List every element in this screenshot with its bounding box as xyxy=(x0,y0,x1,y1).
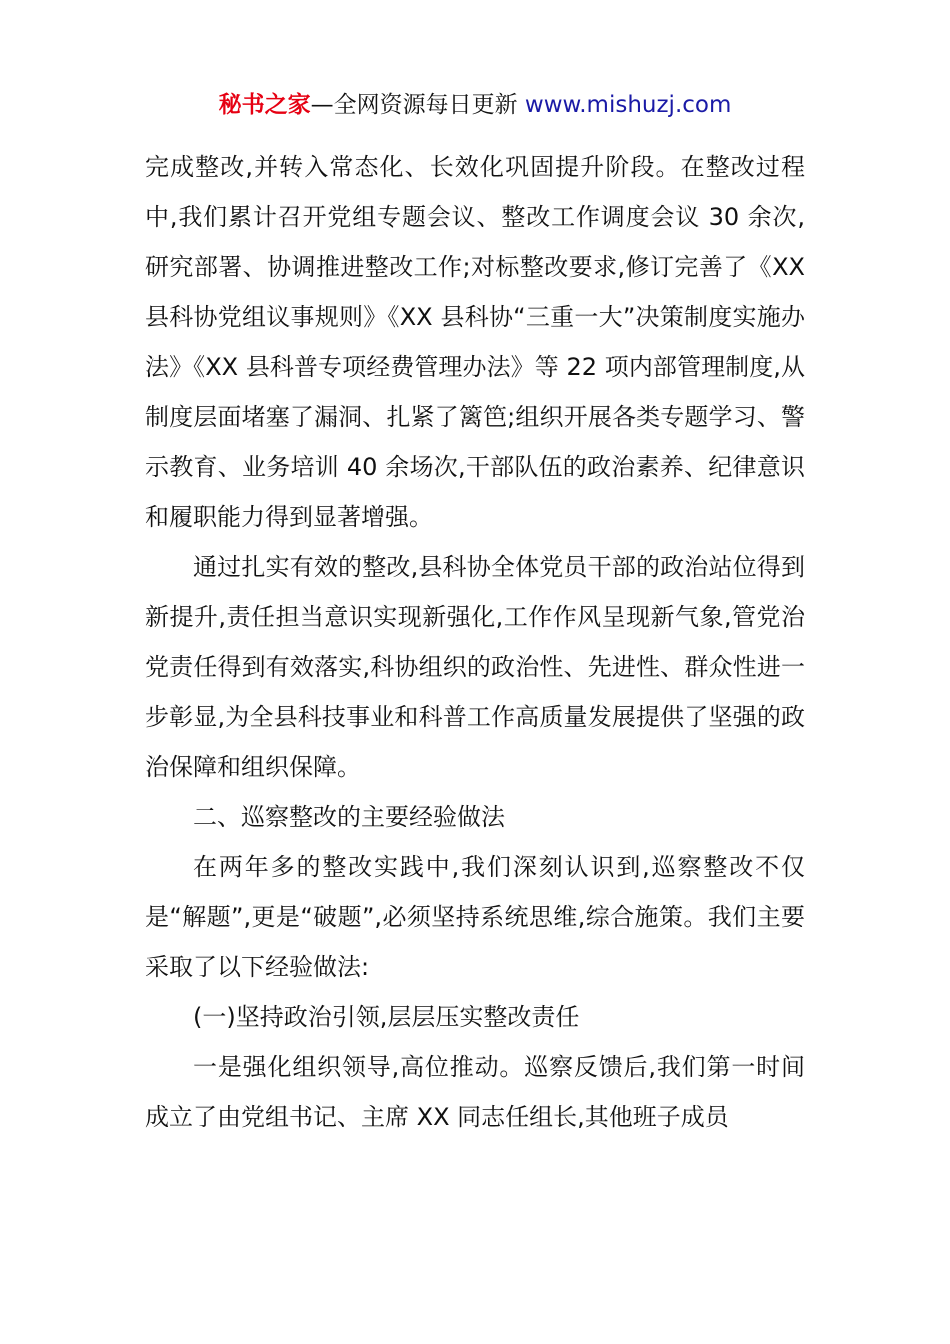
site-tagline: —全网资源每日更新 xyxy=(310,92,525,118)
site-url[interactable]: www.mishuzj.com xyxy=(524,92,732,118)
paragraph-intro: 在两年多的整改实践中,我们深刻认识到,巡察整改不仅是“解题”,更是“破题”,必须坚持系统思维,综合施策。我们主要采取了以下经验做法: xyxy=(145,853,805,981)
paragraph-leadership: 一是强化组织领导,高位推动。巡察反馈后,我们第一时间成立了由党组书记、主席 XX 同志任组长,其他班子成员 xyxy=(145,1053,805,1131)
site-brand: 秘书之家 xyxy=(218,92,311,118)
page-header xyxy=(0,88,950,122)
subsection-heading: (一)坚持政治引领,层层压实整改责任 xyxy=(193,1003,580,1031)
section-heading: 二、巡察整改的主要经验做法 xyxy=(193,803,505,831)
document-body xyxy=(145,142,805,1142)
paragraph-results: 通过扎实有效的整改,县科协全体党员干部的政治站位得到新提升,责任担当意识实现新强化,工作作风呈现新气象,管党治党责任得到有效落实,科协组织的政治性、先进性、群众性进一步彰显,为全县科技事业和科普工作高质量发展提供了坚强的政治保障和组织保障。 xyxy=(145,553,805,781)
paragraph-continued: 完成整改,并转入常态化、长效化巩固提升阶段。在整改过程中,我们累计召开党组专题会议、整改工作调度会议 30 余次,研究部署、协调推进整改工作;对标整改要求,修订完善了《XX 县科协党组议事规则》《XX 县科协“三重一大”决策制度实施办法》《XX 县科普专项经费管理办法》等 22 项内部管理制度,从制度层面堵塞了漏洞、扎紧了篱笆;组织开展各类专题学习、警示教育、业务培训 40 余场次,干部队伍的政治素养、纪律意识和履职能力得到显著增强。 xyxy=(145,153,805,531)
